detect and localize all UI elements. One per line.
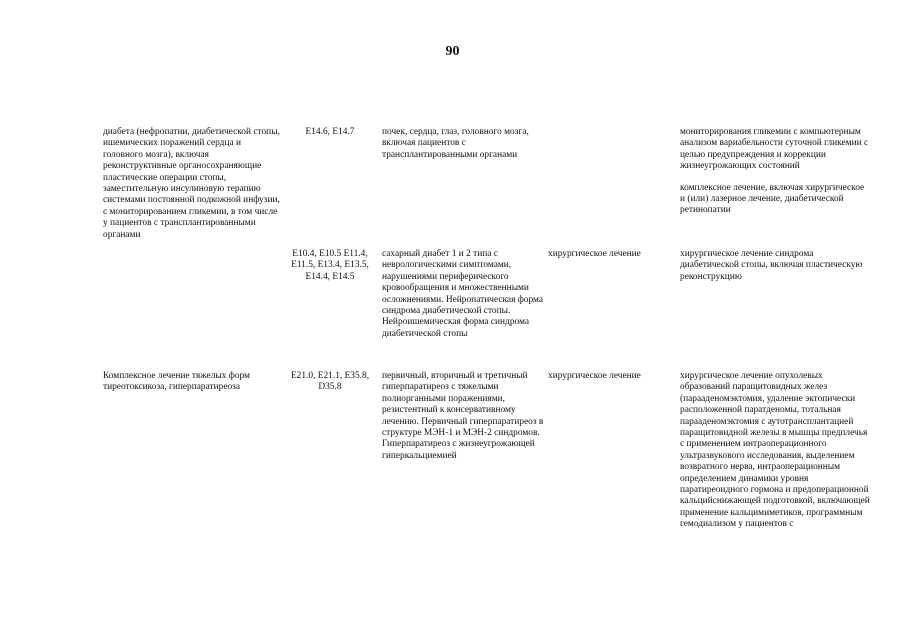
table-cell-code: E21.0, E21.1, E35.8, D35.8 [290, 371, 370, 393]
table-cell-name: диабета (нефропатии, диабетической стопы, ишемических поражений сердца и головного мозга), включая реконструктивные органосохраняющие пластические операции стопы, заместительную инсулиновую терапию системами постоянной подкожной инфузии, с мониторированием гликемии, в том числе у пациентов с трансплантированными органами [103, 127, 280, 240]
table-cell-model: сахарный диабет 1 и 2 типа с неврологическими симптомами, нарушениями периферического кровообращения и множественными осложнениями. Нейропатическая форма синдрома диабетической стопы. Нейроишемическая форма синдрома диабетической стопы [382, 249, 544, 339]
page-number: 90 [445, 44, 460, 59]
table-cell-code: E10.4, E10.5 E11.4, E11.5, E13.4, E13.5, E14.4, E14.5 [291, 249, 369, 282]
table-cell-model: первичный, вторичный и третичный гиперпаратиреоз с тяжелыми полиорганными поражениями, резистентный к консервативному лечению. Первичный гиперпаратиреоз в структуре МЭН-1 и МЭН-2 синдромов. Гиперпаратиреоз с жизнеугрожающей гиперкальциемией [382, 371, 544, 461]
table-cell-method [680, 127, 870, 217]
table-cell-method: хирургическое лечение синдрома диабетической стопы, включая пластическую реконструкцию [680, 249, 863, 282]
table-cell-method: хирургическое лечение опухолевых образований паращитовидных желез (парааденомэктомия, удаление эктопически расположенной паратденомы, тотальная парааденомэктомия с аутотрансплантацией паращитовидной железы в мышцы предплечья с применением интраоперационного ультразвукового исследования, выделением возвратного нерва, интраоперационным определением динамики уровня паратиреоидного гормона и предоперационной кальцийснижающей подготовкой, включающей применение кальцимиметиков, программным гемодиализом у пациентов с [680, 371, 870, 530]
method-text: мониторирования гликемии с компьютерным анализом вариабельности суточной гликемии с целью предупреждения и коррекции жизнеугрожающих состояний [680, 127, 869, 172]
table-cell-kind: хирургическое лечение [548, 371, 641, 381]
table-cell-model: почек, сердца, глаз, головного мозга, включая пациентов с трансплантированными органами [382, 127, 529, 160]
table-cell-kind: хирургическое лечение [548, 249, 641, 259]
table-cell-code: E14.6, E14.7 [305, 127, 355, 137]
table-cell-name: Комплексное лечение тяжелых форм тиреотоксикоза, гиперпаратиреоза [103, 371, 250, 393]
method-text-secondary: комплексное лечение, включая хирургическое и (или) лазерное лечение, диабетической ретинопатии [680, 182, 865, 216]
